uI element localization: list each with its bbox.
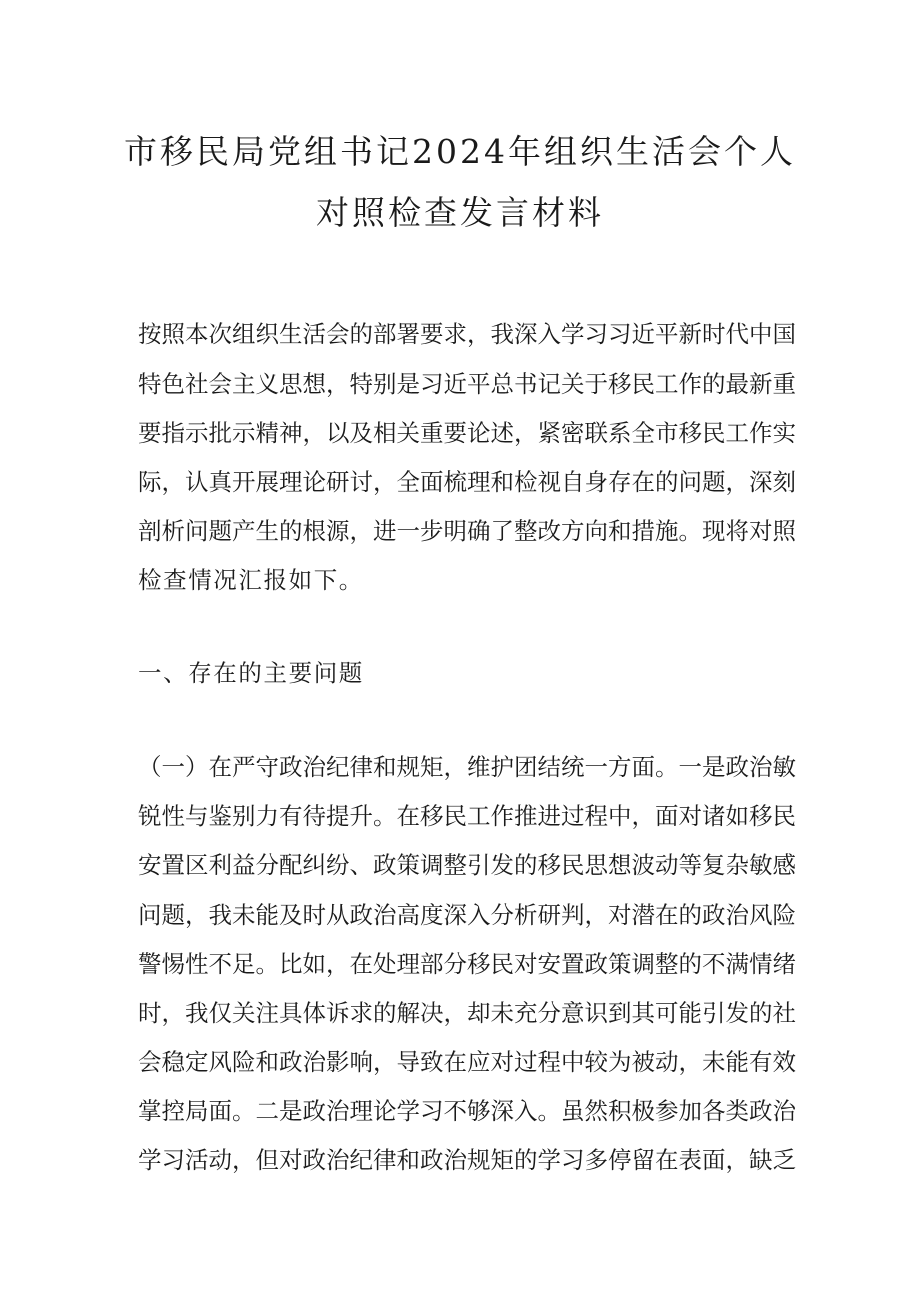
intro-line: 特色社会主义思想，特别是习近平总书记关于移民工作的最新重 [138,370,796,398]
intro-line: 检查情况汇报如下。 [138,566,364,594]
body-line: 警惕性不足。比如，在处理部分移民对安置政策调整的不满情绪 [138,950,796,978]
body-line: 问题，我未能及时从政治高度深入分析研判，对潜在的政治风险 [138,901,796,929]
body-line: 时，我仅关注具体诉求的解决，却未充分意识到其可能引发的社 [138,999,796,1027]
section-heading: 一、存在的主要问题 [138,659,364,687]
body-line: 掌控局面。二是政治理论学习不够深入。虽然积极参加各类政治 [138,1097,796,1125]
body-line: 学习活动，但对政治纪律和政治规矩的学习多停留在表面，缺乏 [138,1146,796,1174]
body-line: 安置区利益分配纠纷、政策调整引发的移民思想波动等复杂敏感 [138,851,796,879]
body-line: 会稳定风险和政治影响，导致在应对过程中较为被动，未能有效 [138,1048,796,1076]
intro-line: 要指示批示精神，以及相关重要论述，紧密联系全市移民工作实 [138,419,796,447]
document-title-line-2: 对照检查发言材料 [316,193,604,232]
document-title-line-1: 市移民局党组书记2024年组织生活会个人 [124,132,796,171]
intro-line: 按照本次组织生活会的部署要求，我深入学习习近平新时代中国 [138,320,796,348]
body-line: 锐性与鉴别力有待提升。在移民工作推进过程中，面对诸如移民 [138,802,796,830]
body-line: （一）在严守政治纪律和规矩，维护团结统一方面。一是政治敏 [138,753,796,781]
intro-line: 际，认真开展理论研讨，全面梳理和检视自身存在的问题，深刻 [138,468,796,496]
intro-line: 剖析问题产生的根源，进一步明确了整改方向和措施。现将对照 [138,517,796,545]
